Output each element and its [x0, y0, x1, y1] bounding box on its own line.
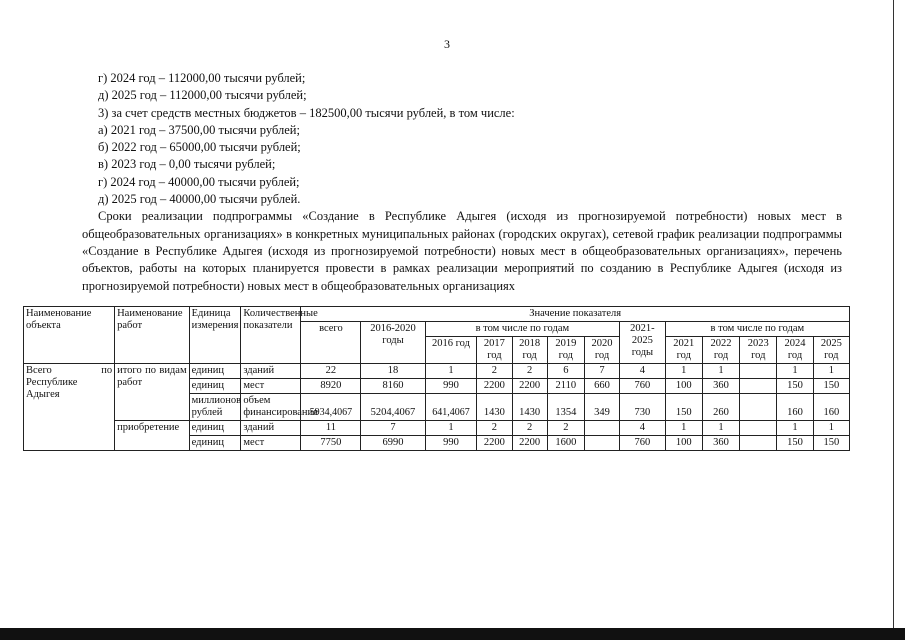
value-cell: 1	[702, 421, 739, 436]
value-cell: 5204,4067	[361, 394, 425, 421]
header-unit: Единица измерения	[189, 307, 241, 364]
value-cell: 2	[547, 421, 584, 436]
value-cell: 18	[361, 364, 425, 379]
header-year: 2017 год	[477, 337, 512, 364]
value-cell: 760	[620, 436, 666, 451]
value-cell	[740, 421, 777, 436]
value-cell: 1430	[477, 394, 512, 421]
value-cell: 1	[665, 364, 702, 379]
value-cell: 2200	[477, 436, 512, 451]
value-cell: 2200	[512, 436, 547, 451]
work-acquisition: приобретение	[115, 421, 190, 451]
value-cell: 100	[665, 436, 702, 451]
table-header-row	[24, 307, 850, 322]
value-cell: 641,4067	[425, 394, 477, 421]
value-cell: 2	[512, 364, 547, 379]
value-cell: 7	[361, 421, 425, 436]
object-name: Всего по Республике Адыгея	[24, 364, 115, 451]
header-year: 2024 год	[777, 337, 813, 364]
text-line: в) 2023 год – 0,00 тысячи рублей;	[98, 157, 276, 172]
header-incl-years-2: в том числе по годам	[665, 322, 849, 337]
value-cell: 990	[425, 436, 477, 451]
value-cell: 1	[425, 364, 477, 379]
value-cell: 1	[665, 421, 702, 436]
value-cell: 150	[813, 436, 849, 451]
value-cell: 150	[665, 394, 702, 421]
value-cell: 11	[301, 421, 361, 436]
value-cell: 150	[777, 379, 813, 394]
page-number: 3	[444, 37, 450, 51]
value-cell	[740, 436, 777, 451]
value-cell: 1354	[547, 394, 584, 421]
header-value: Значение показателя	[301, 307, 850, 322]
text-line: б) 2022 год – 65000,00 тысячи рублей;	[98, 140, 301, 155]
value-cell	[584, 421, 619, 436]
work-total: итого по видам работ	[115, 364, 190, 421]
paragraph: Сроки реализации подпрограммы «Создание в Республике Адыгея (исходя из прогнозируемой потребности) новых мест в общеобразовательных организациях» в конкретных муниципальных районах (городских округах), сетевой график реализации подпрограммы «Создание в Республике Адыгея (исходя из прогнозируемой потребности) новых мест в общеобразовательных организациях», перечень объектов, работы на которых планируется провести в рамках реализации мероприятий по созданию в Республике Адыгея (исходя из прогнозируемой потребности) новых мест в общеобразовательных организациях	[82, 209, 842, 293]
value-cell: 349	[584, 394, 619, 421]
value-cell: 1430	[512, 394, 547, 421]
value-cell: 2200	[477, 379, 512, 394]
value-cell: 6990	[361, 436, 425, 451]
text-line: г) 2024 год – 112000,00 тысячи рублей;	[98, 71, 306, 85]
header-incl-years-1: в том числе по годам	[425, 322, 620, 337]
table-row	[24, 421, 850, 436]
text-line: г) 2024 год – 40000,00 тысячи рублей;	[98, 174, 300, 189]
header-2016-2020: 2016-2020 годы	[361, 322, 425, 364]
value-cell: 1	[702, 364, 739, 379]
header-total: всего	[301, 322, 361, 364]
text-line: д) 2025 год – 40000,00 тысячи рублей.	[98, 192, 301, 207]
value-cell: 150	[813, 379, 849, 394]
indicator-cell: объем финансирования	[241, 394, 301, 421]
header-year: 2021 год	[665, 337, 702, 364]
value-cell: 760	[620, 379, 666, 394]
value-cell: 2	[477, 364, 512, 379]
header-year: 2025 год	[813, 337, 849, 364]
value-cell	[584, 436, 619, 451]
header-year: 2020 год	[584, 337, 619, 364]
body-text	[82, 70, 842, 295]
indicator-cell: мест	[241, 379, 301, 394]
header-year: 2019 год	[547, 337, 584, 364]
value-cell: 730	[620, 394, 666, 421]
text-line: д) 2025 год – 112000,00 тысячи рублей;	[98, 88, 307, 103]
indicator-cell: зданий	[241, 421, 301, 436]
scan-edge-line	[893, 0, 894, 628]
unit-cell: единиц	[189, 436, 241, 451]
value-cell: 2200	[512, 379, 547, 394]
table-row	[24, 364, 850, 379]
value-cell: 1600	[547, 436, 584, 451]
text-line: 3) за счет средств местных бюджетов – 182500,00 тысячи рублей, в том числе:	[98, 105, 515, 120]
unit-cell: единиц	[189, 379, 241, 394]
indicator-cell: мест	[241, 436, 301, 451]
header-object: Наименование объекта	[24, 307, 115, 364]
value-cell: 990	[425, 379, 477, 394]
value-cell: 100	[665, 379, 702, 394]
value-cell: 2110	[547, 379, 584, 394]
value-cell: 360	[702, 379, 739, 394]
value-cell: 1	[813, 421, 849, 436]
unit-cell: единиц	[189, 364, 241, 379]
indicator-cell: зданий	[241, 364, 301, 379]
value-cell: 160	[777, 394, 813, 421]
value-cell	[740, 364, 777, 379]
value-cell	[740, 379, 777, 394]
value-cell: 660	[584, 379, 619, 394]
value-cell: 260	[702, 394, 739, 421]
value-cell: 8920	[301, 379, 361, 394]
value-cell: 360	[702, 436, 739, 451]
value-cell: 4	[620, 364, 666, 379]
value-cell: 2	[512, 421, 547, 436]
value-cell: 6	[547, 364, 584, 379]
header-work: Наименование работ	[115, 307, 190, 364]
text-line: а) 2021 год – 37500,00 тысячи рублей;	[98, 122, 300, 137]
value-cell: 4	[620, 421, 666, 436]
value-cell: 1	[777, 364, 813, 379]
objects-table	[23, 306, 850, 451]
header-qty: Количественные показатели	[241, 307, 301, 364]
value-cell	[740, 394, 777, 421]
header-year: 2016 год	[425, 337, 477, 364]
value-cell: 1	[813, 364, 849, 379]
header-year: 2022 год	[702, 337, 739, 364]
header-2021-2025: 2021-2025 годы	[620, 322, 666, 364]
value-cell: 160	[813, 394, 849, 421]
header-year: 2023 год	[740, 337, 777, 364]
value-cell: 150	[777, 436, 813, 451]
value-cell: 8160	[361, 379, 425, 394]
value-cell: 1	[777, 421, 813, 436]
unit-cell: миллионов рублей	[189, 394, 241, 421]
value-cell: 5934,4067	[301, 394, 361, 421]
scan-bottom-bar	[0, 628, 905, 640]
value-cell: 7750	[301, 436, 361, 451]
header-year: 2018 год	[512, 337, 547, 364]
value-cell: 22	[301, 364, 361, 379]
value-cell: 2	[477, 421, 512, 436]
value-cell: 1	[425, 421, 477, 436]
unit-cell: единиц	[189, 421, 241, 436]
value-cell: 7	[584, 364, 619, 379]
